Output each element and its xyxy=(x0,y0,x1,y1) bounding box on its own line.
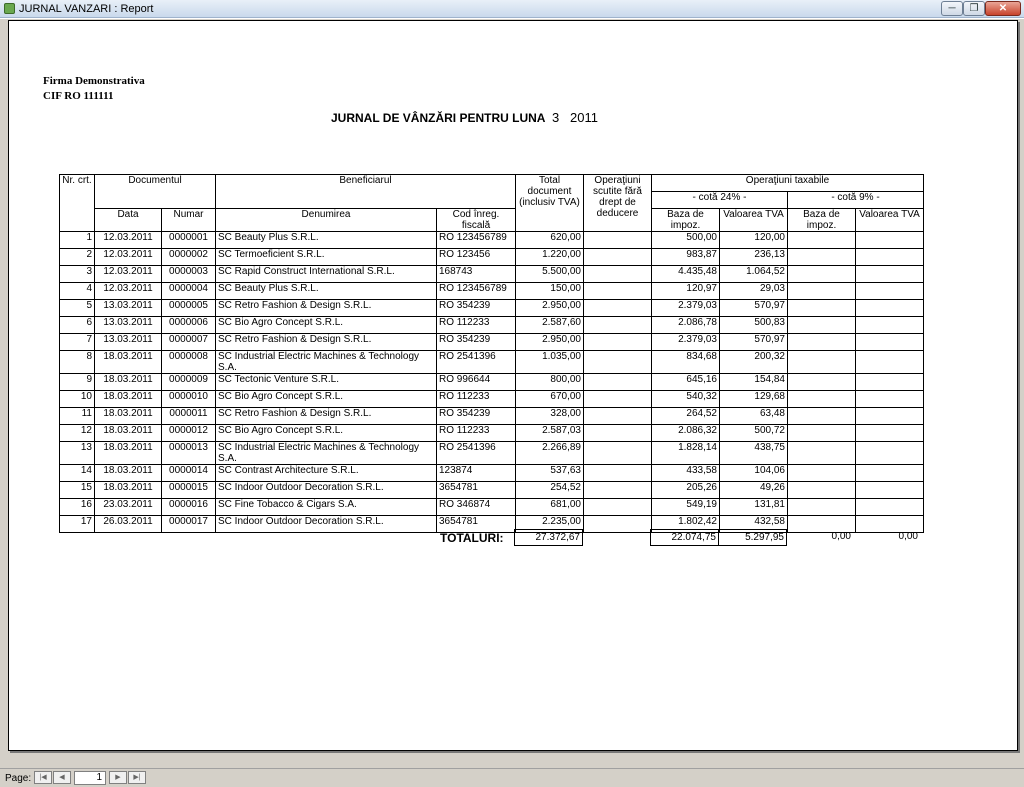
row-total: 2.266,89 xyxy=(516,442,584,465)
row-total: 537,63 xyxy=(516,465,584,482)
row-tva-9 xyxy=(856,408,924,425)
header-data: Data xyxy=(95,209,162,232)
row-data: 18.03.2011 xyxy=(95,465,162,482)
row-tva-24: 570,97 xyxy=(720,334,788,351)
row-baza-9 xyxy=(788,465,856,482)
row-total: 2.587,03 xyxy=(516,425,584,442)
row-baza-24: 549,19 xyxy=(652,499,720,516)
row-baza-9 xyxy=(788,266,856,283)
row-numar: 0000014 xyxy=(162,465,216,482)
table-row xyxy=(60,482,924,499)
row-baza-9 xyxy=(788,516,856,533)
row-numar: 0000005 xyxy=(162,300,216,317)
row-data: 12.03.2011 xyxy=(95,283,162,300)
totals-tva-24: 5.297,95 xyxy=(718,529,787,546)
row-numar: 0000012 xyxy=(162,425,216,442)
maximize-button[interactable] xyxy=(963,1,985,16)
row-numar: 0000009 xyxy=(162,374,216,391)
row-numar: 0000007 xyxy=(162,334,216,351)
row-denumire: SC Retro Fashion & Design S.R.L. xyxy=(216,334,437,351)
row-numar: 0000015 xyxy=(162,482,216,499)
row-denumire: SC Fine Tobacco & Cigars S.A. xyxy=(216,499,437,516)
row-nr: 4 xyxy=(60,283,95,300)
row-baza-24: 500,00 xyxy=(652,232,720,249)
row-data: 23.03.2011 xyxy=(95,499,162,516)
row-data: 12.03.2011 xyxy=(95,249,162,266)
row-denumire: SC Bio Agro Concept S.R.L. xyxy=(216,317,437,334)
row-total: 620,00 xyxy=(516,232,584,249)
row-denumire: SC Retro Fashion & Design S.R.L. xyxy=(216,408,437,425)
header-nr-crt: Nr. crt. xyxy=(60,175,95,232)
row-scutite xyxy=(584,283,652,300)
row-tva-24: 29,03 xyxy=(720,283,788,300)
row-baza-9 xyxy=(788,283,856,300)
row-numar: 0000001 xyxy=(162,232,216,249)
row-total: 1.035,00 xyxy=(516,351,584,374)
row-cod-fiscal: RO 346874 xyxy=(437,499,516,516)
row-scutite xyxy=(584,300,652,317)
row-scutite xyxy=(584,408,652,425)
row-baza-9 xyxy=(788,425,856,442)
row-data: 12.03.2011 xyxy=(95,232,162,249)
row-denumire: SC Indoor Outdoor Decoration S.R.L. xyxy=(216,482,437,499)
header-document: Documentul xyxy=(95,175,216,209)
row-tva-9 xyxy=(856,482,924,499)
row-scutite xyxy=(584,465,652,482)
row-scutite xyxy=(584,499,652,516)
header-total: Total document (inclusiv TVA) xyxy=(516,175,584,232)
row-total: 670,00 xyxy=(516,391,584,408)
row-scutite xyxy=(584,351,652,374)
header-baza-24: Baza de impoz. xyxy=(652,209,720,232)
row-total: 254,52 xyxy=(516,482,584,499)
first-page-button[interactable] xyxy=(34,771,52,784)
row-tva-24: 570,97 xyxy=(720,300,788,317)
row-data: 18.03.2011 xyxy=(95,351,162,374)
row-baza-9 xyxy=(788,351,856,374)
table-row xyxy=(60,300,924,317)
row-numar: 0000008 xyxy=(162,351,216,374)
next-page-icon: ▶ xyxy=(115,774,121,781)
row-baza-24: 2.379,03 xyxy=(652,334,720,351)
row-tva-9 xyxy=(856,232,924,249)
row-scutite xyxy=(584,442,652,465)
row-total: 2.235,00 xyxy=(516,516,584,533)
row-denumire: SC Contrast Architecture S.R.L. xyxy=(216,465,437,482)
row-nr: 6 xyxy=(60,317,95,334)
row-baza-24: 4.435,48 xyxy=(652,266,720,283)
company-header xyxy=(43,74,145,104)
row-cod-fiscal: RO 2541396 xyxy=(437,442,516,465)
row-nr: 10 xyxy=(60,391,95,408)
row-tva-24: 200,32 xyxy=(720,351,788,374)
row-data: 18.03.2011 xyxy=(95,442,162,465)
row-scutite xyxy=(584,317,652,334)
row-numar: 0000013 xyxy=(162,442,216,465)
row-nr: 1 xyxy=(60,232,95,249)
title-bar xyxy=(0,0,1024,18)
row-baza-24: 645,16 xyxy=(652,374,720,391)
row-total: 2.587,60 xyxy=(516,317,584,334)
row-cod-fiscal: 3654781 xyxy=(437,516,516,533)
row-baza-9 xyxy=(788,482,856,499)
row-tva-9 xyxy=(856,300,924,317)
header-tva-9: Valoarea TVA xyxy=(856,209,924,232)
row-data: 26.03.2011 xyxy=(95,516,162,533)
row-tva-24: 432,58 xyxy=(720,516,788,533)
row-tva-9 xyxy=(856,516,924,533)
row-cod-fiscal: 123874 xyxy=(437,465,516,482)
row-scutite xyxy=(584,425,652,442)
row-cod-fiscal: RO 354239 xyxy=(437,408,516,425)
window-title: JURNAL VANZARI : Report xyxy=(19,3,154,15)
header-baza-9: Baza de impoz. xyxy=(788,209,856,232)
row-total: 150,00 xyxy=(516,283,584,300)
row-baza-24: 983,87 xyxy=(652,249,720,266)
row-baza-24: 540,32 xyxy=(652,391,720,408)
row-baza-24: 120,97 xyxy=(652,283,720,300)
row-numar: 0000017 xyxy=(162,516,216,533)
row-tva-24: 438,75 xyxy=(720,442,788,465)
row-total: 328,00 xyxy=(516,408,584,425)
row-tva-9 xyxy=(856,317,924,334)
table-row xyxy=(60,249,924,266)
row-baza-24: 834,68 xyxy=(652,351,720,374)
row-nr: 5 xyxy=(60,300,95,317)
row-nr: 7 xyxy=(60,334,95,351)
row-scutite xyxy=(584,482,652,499)
page-number-input[interactable]: 1 xyxy=(74,771,106,785)
row-total: 5.500,00 xyxy=(516,266,584,283)
row-baza-9 xyxy=(788,334,856,351)
row-baza-9 xyxy=(788,317,856,334)
row-denumire: SC Rapid Construct International S.R.L. xyxy=(216,266,437,283)
first-page-icon: |◀ xyxy=(39,774,47,781)
table-row xyxy=(60,232,924,249)
row-cod-fiscal: RO 996644 xyxy=(437,374,516,391)
row-numar: 0000006 xyxy=(162,317,216,334)
maximize-icon: ❐ xyxy=(969,3,979,14)
header-cota-9: - cotă 9% - xyxy=(788,192,924,209)
row-scutite xyxy=(584,334,652,351)
row-denumire: SC Bio Agro Concept S.R.L. xyxy=(216,391,437,408)
row-denumire: SC Beauty Plus S.R.L. xyxy=(216,283,437,300)
row-cod-fiscal: RO 2541396 xyxy=(437,351,516,374)
report-title: JURNAL DE VÂNZĂRI PENTRU LUNA xyxy=(331,111,546,125)
table-row xyxy=(60,351,924,374)
row-tva-9 xyxy=(856,283,924,300)
row-denumire: SC Termoeficient S.R.L. xyxy=(216,249,437,266)
report-month: 3 xyxy=(552,110,560,125)
table-row xyxy=(60,266,924,283)
row-nr: 13 xyxy=(60,442,95,465)
table-row xyxy=(60,317,924,334)
row-cod-fiscal: RO 354239 xyxy=(437,300,516,317)
row-numar: 0000010 xyxy=(162,391,216,408)
minimize-button[interactable] xyxy=(941,1,963,16)
row-baza-9 xyxy=(788,374,856,391)
table-row xyxy=(60,442,924,465)
row-total: 1.220,00 xyxy=(516,249,584,266)
row-nr: 8 xyxy=(60,351,95,374)
prev-page-button[interactable] xyxy=(53,771,71,784)
row-baza-9 xyxy=(788,499,856,516)
row-baza-9 xyxy=(788,300,856,317)
header-denumire: Denumirea xyxy=(216,209,437,232)
last-page-button[interactable] xyxy=(128,771,146,784)
row-cod-fiscal: RO 123456789 xyxy=(437,232,516,249)
row-denumire: SC Industrial Electric Machines & Technology S.A. xyxy=(216,442,437,465)
row-nr: 14 xyxy=(60,465,95,482)
status-bar xyxy=(0,768,1024,787)
row-baza-9 xyxy=(788,249,856,266)
row-nr: 16 xyxy=(60,499,95,516)
row-nr: 11 xyxy=(60,408,95,425)
table-row xyxy=(60,465,924,482)
header-cod-fiscal: Cod înreg. fiscală xyxy=(437,209,516,232)
row-nr: 2 xyxy=(60,249,95,266)
row-tva-24: 236,13 xyxy=(720,249,788,266)
row-scutite xyxy=(584,249,652,266)
row-tva-9 xyxy=(856,442,924,465)
row-tva-9 xyxy=(856,374,924,391)
totals-total: 27.372,67 xyxy=(514,529,583,546)
company-cif: CIF RO 111111 xyxy=(43,90,114,102)
row-cod-fiscal: RO 354239 xyxy=(437,334,516,351)
row-tva-24: 129,68 xyxy=(720,391,788,408)
row-cod-fiscal: 168743 xyxy=(437,266,516,283)
table-row xyxy=(60,391,924,408)
row-tva-24: 154,84 xyxy=(720,374,788,391)
close-button[interactable] xyxy=(985,1,1021,16)
table-row xyxy=(60,408,924,425)
row-cod-fiscal: RO 123456 xyxy=(437,249,516,266)
row-baza-24: 264,52 xyxy=(652,408,720,425)
row-nr: 12 xyxy=(60,425,95,442)
row-baza-24: 205,26 xyxy=(652,482,720,499)
table-row xyxy=(60,374,924,391)
row-tva-24: 120,00 xyxy=(720,232,788,249)
header-numar: Numar xyxy=(162,209,216,232)
table-row xyxy=(60,283,924,300)
row-tva-24: 1.064,52 xyxy=(720,266,788,283)
row-nr: 3 xyxy=(60,266,95,283)
row-cod-fiscal: RO 123456789 xyxy=(437,283,516,300)
totals-tva-9: 0,00 xyxy=(898,531,918,542)
row-denumire: SC Tectonic Venture S.R.L. xyxy=(216,374,437,391)
row-baza-24: 2.086,78 xyxy=(652,317,720,334)
row-cod-fiscal: RO 112233 xyxy=(437,391,516,408)
sales-journal-table xyxy=(59,174,924,533)
row-data: 13.03.2011 xyxy=(95,334,162,351)
close-icon: ✕ xyxy=(998,3,1008,14)
header-beneficiar: Beneficiarul xyxy=(216,175,516,209)
row-baza-24: 433,58 xyxy=(652,465,720,482)
row-data: 18.03.2011 xyxy=(95,408,162,425)
row-tva-9 xyxy=(856,499,924,516)
row-data: 13.03.2011 xyxy=(95,317,162,334)
row-tva-9 xyxy=(856,249,924,266)
row-denumire: SC Industrial Electric Machines & Technology S.A. xyxy=(216,351,437,374)
row-numar: 0000011 xyxy=(162,408,216,425)
row-tva-24: 49,26 xyxy=(720,482,788,499)
totals-baza-9: 0,00 xyxy=(831,531,851,542)
row-tva-24: 500,83 xyxy=(720,317,788,334)
row-nr: 15 xyxy=(60,482,95,499)
row-denumire: SC Retro Fashion & Design S.R.L. xyxy=(216,300,437,317)
row-tva-9 xyxy=(856,391,924,408)
row-numar: 0000002 xyxy=(162,249,216,266)
row-data: 18.03.2011 xyxy=(95,425,162,442)
last-page-icon: ▶| xyxy=(133,774,141,781)
row-denumire: SC Beauty Plus S.R.L. xyxy=(216,232,437,249)
row-tva-9 xyxy=(856,351,924,374)
totals-baza-24: 22.074,75 xyxy=(650,529,719,546)
row-baza-9 xyxy=(788,408,856,425)
row-tva-9 xyxy=(856,465,924,482)
row-total: 2.950,00 xyxy=(516,300,584,317)
row-baza-24: 2.379,03 xyxy=(652,300,720,317)
totals-label: TOTALURI: xyxy=(440,531,504,545)
row-total: 2.950,00 xyxy=(516,334,584,351)
row-baza-9 xyxy=(788,442,856,465)
minimize-icon: ─ xyxy=(948,3,956,14)
row-numar: 0000003 xyxy=(162,266,216,283)
row-numar: 0000004 xyxy=(162,283,216,300)
row-total: 681,00 xyxy=(516,499,584,516)
row-total: 800,00 xyxy=(516,374,584,391)
row-baza-9 xyxy=(788,232,856,249)
row-scutite xyxy=(584,374,652,391)
table-row xyxy=(60,334,924,351)
row-tva-9 xyxy=(856,425,924,442)
table-row xyxy=(60,516,924,533)
table-row xyxy=(60,499,924,516)
row-tva-24: 131,81 xyxy=(720,499,788,516)
row-data: 13.03.2011 xyxy=(95,300,162,317)
row-baza-24: 1.828,14 xyxy=(652,442,720,465)
row-tva-9 xyxy=(856,334,924,351)
row-scutite xyxy=(584,391,652,408)
header-cota-24: - cotă 24% - xyxy=(652,192,788,209)
row-numar: 0000016 xyxy=(162,499,216,516)
row-tva-9 xyxy=(856,266,924,283)
row-cod-fiscal: 3654781 xyxy=(437,482,516,499)
row-data: 12.03.2011 xyxy=(95,266,162,283)
row-nr: 17 xyxy=(60,516,95,533)
row-baza-24: 1.802,42 xyxy=(652,516,720,533)
row-denumire: SC Indoor Outdoor Decoration S.R.L. xyxy=(216,516,437,533)
row-cod-fiscal: RO 112233 xyxy=(437,317,516,334)
row-data: 18.03.2011 xyxy=(95,482,162,499)
row-baza-24: 2.086,32 xyxy=(652,425,720,442)
report-year: 2011 xyxy=(570,110,598,125)
row-tva-24: 500,72 xyxy=(720,425,788,442)
row-baza-9 xyxy=(788,391,856,408)
row-data: 18.03.2011 xyxy=(95,391,162,408)
header-tva-24: Valoarea TVA xyxy=(720,209,788,232)
row-scutite xyxy=(584,516,652,533)
company-name: Firma Demonstrativa xyxy=(43,75,145,87)
app-icon xyxy=(4,3,15,14)
row-data: 18.03.2011 xyxy=(95,374,162,391)
row-tva-24: 63,48 xyxy=(720,408,788,425)
row-cod-fiscal: RO 112233 xyxy=(437,425,516,442)
row-tva-24: 104,06 xyxy=(720,465,788,482)
header-scutite: Operaţiuni scutite fără drept de deducere xyxy=(584,175,652,232)
row-nr: 9 xyxy=(60,374,95,391)
table-row xyxy=(60,425,924,442)
page-label: Page: xyxy=(5,773,32,784)
row-scutite xyxy=(584,266,652,283)
row-denumire: SC Bio Agro Concept S.R.L. xyxy=(216,425,437,442)
next-page-button[interactable] xyxy=(109,771,127,784)
row-scutite xyxy=(584,232,652,249)
header-taxabile: Operaţiuni taxabile xyxy=(652,175,924,192)
prev-page-icon: ◀ xyxy=(59,774,65,781)
